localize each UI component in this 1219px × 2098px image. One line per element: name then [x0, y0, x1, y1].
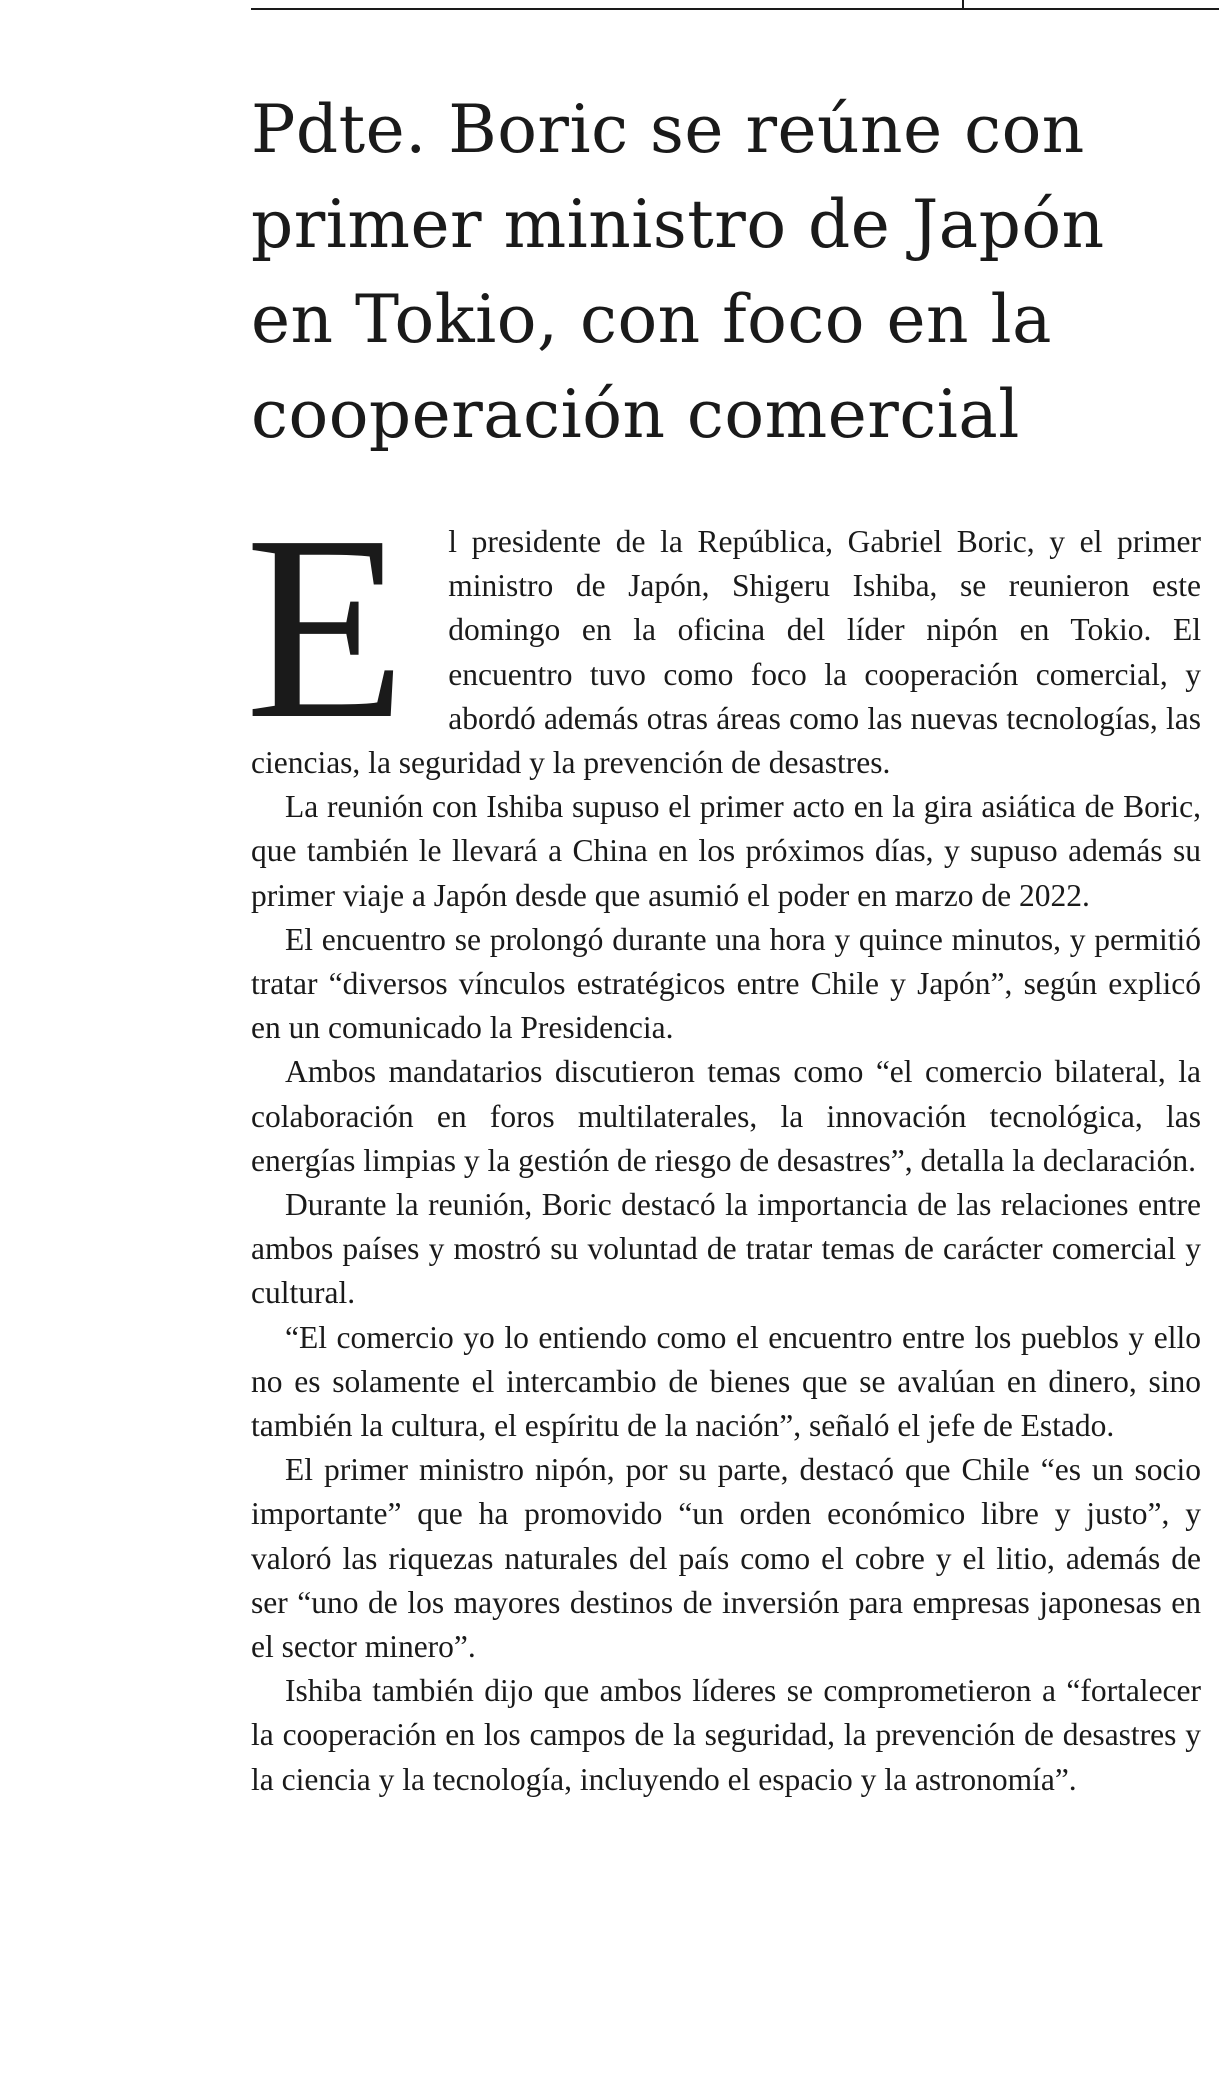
paragraph: La reunión con Ishiba supuso el primer acto en la gira asiática de Boric, que también le llevará a China en los próximos días, y supuso además su primer viaje a Japón desde que asumió el poder en marzo de 2022.: [251, 789, 1201, 913]
headline-line: en Tokio, con foco en la: [251, 281, 1053, 358]
paragraph: Ambos mandatarios discutieron temas como “el comercio bilateral, la colaboración en foros multilaterales, la innovación tecnológica, las energías limpias y la gestión de riesgo de desastres”, detalla la declaración.: [251, 1054, 1201, 1178]
headline-line: cooperación comercial: [251, 376, 1020, 453]
lead-paragraph: [245, 482, 1201, 785]
column-divider-tick: [962, 0, 964, 8]
article-body: [245, 482, 1201, 1802]
paragraph: Durante la reunión, Boric destacó la importancia de las relaciones entre ambos países y mostró su voluntad de tratar temas de carácter comercial y cultural.: [251, 1187, 1201, 1311]
headline-line: primer ministro de Japón: [251, 186, 1105, 263]
headline-line: Pdte. Boric se reúne con: [251, 91, 1085, 168]
lead-paragraph-text: l presidente de la República, Gabriel Boric, y el primer ministro de Japón, Shigeru Ishiba, se reunieron este domingo en la oficina del líder nipón en Tokio. El encuentro tuvo como foco la cooperación comercial, y abordó además otras áreas como las nuevas tecnologías, las ciencias, la seguridad y la prevención de desastres.: [251, 524, 1201, 781]
top-rule: [251, 0, 1219, 10]
headline: [251, 82, 1219, 462]
paragraph: El encuentro se prolongó durante una hora y quince minutos, y permitió tratar “diversos vínculos estratégicos entre Chile y Japón”, según explicó en un comunicado la Presidencia.: [251, 921, 1201, 1046]
paragraph: “El comercio yo lo entiendo como el encuentro entre los pueblos y ello no es solamente el intercambio de bienes que se avalúan en dinero, sino también la cultura, el espíritu de la nación”, señaló el jefe de Estado.: [251, 1319, 1201, 1444]
paragraph: Ishiba también dijo que ambos líderes se comprometieron a “fortalecer la cooperación en los campos de la seguridad, la prevención de desastres y la ciencia y la tecnología, incluyendo el espacio y la astronomía”.: [251, 1673, 1201, 1797]
drop-cap: E: [245, 482, 407, 774]
paragraph: El primer ministro nipón, por su parte, destacó que Chile “es un socio importante” que ha promovido “un orden económico libre y justo”, y valoró las riquezas naturales del país como el cobre y el litio, además de ser “uno de los mayores destinos de inversión para empresas japonesas en el sector minero”.: [251, 1452, 1201, 1665]
